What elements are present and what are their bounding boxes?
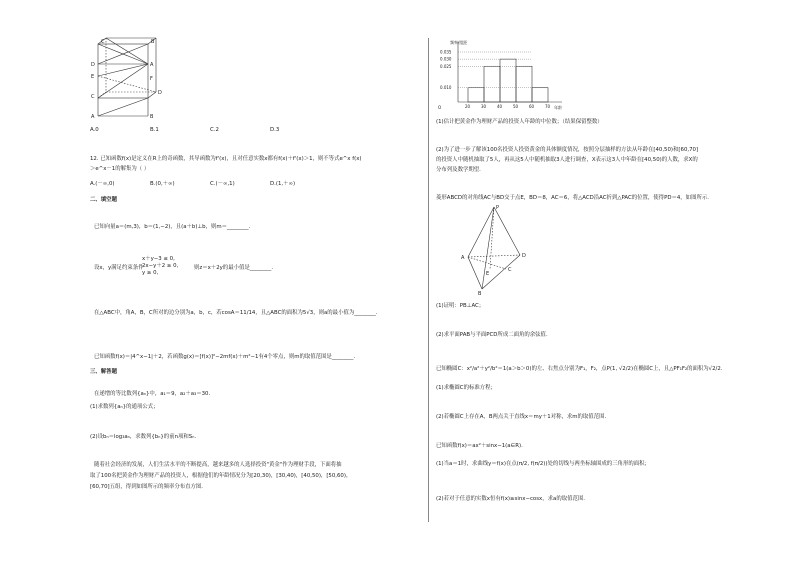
- section-fill-blank: 二、填空题: [90, 197, 117, 203]
- q21-part1: (1)当a＝1时，求曲线y＝f(x)在点(π/2, f(π/2))处的切线与两坐标轴围成的三角形的面积；: [436, 461, 650, 467]
- y-tick-label: 0.025: [440, 63, 452, 69]
- q21-text: 已知函数f(x)＝ax²＋sinx−1(a∈R).: [436, 443, 523, 449]
- q18-line1: 随着社会经济的发展，人们生活水平的不断提高，越来越多的人选择投资"黄金"作为理财手段，下面将抽: [94, 462, 342, 468]
- tetra-label: A: [461, 255, 465, 261]
- cube-label: C: [91, 94, 95, 100]
- q18-part2-line2: 的投资人中随机抽取了5人，再从这5人中随机抽取3人进行调查，X表示这3人中年龄在[40,50)的人数，求X的: [436, 157, 698, 163]
- histogram-bar: [484, 66, 500, 102]
- cube-label: C: [101, 39, 105, 45]
- q15: 在△ABC中，角A，B，C所对的边分别为a，b，c，若cosA＝11/14，且△ABC的面积为5√3，则a的最小值为________.: [94, 310, 378, 316]
- q11-option-b: B.1: [150, 127, 159, 133]
- q12-option-a: A.(－∞,0): [90, 181, 115, 187]
- q14-suffix: 则z＝x＋2y的最小值是________.: [194, 265, 274, 271]
- q11-option-c: C.2: [210, 127, 219, 133]
- q14-cond-1: x＋y−3 ≤ 0,: [142, 256, 175, 262]
- q12-option-d: D.(1,＋∞): [270, 181, 296, 187]
- tetra-label: B: [478, 291, 482, 295]
- cube-label: B: [151, 39, 155, 45]
- q17-part2: (2)设bₙ＝log₃aₙ，求数列{bₙ}的前n项和Sₙ.: [90, 434, 197, 440]
- x-tick-label: 30: [481, 104, 487, 109]
- q19-part1: (1)证明：PB⊥AC；: [436, 303, 485, 309]
- q18-part1: (1)估计把黄金作为理财产品的投资人年龄的中位数；（结果保留整数）: [436, 119, 603, 125]
- x-tick-label: 70: [545, 104, 551, 109]
- x-tick-label: 20: [465, 104, 471, 109]
- y-tick-label: 0.010: [440, 85, 452, 91]
- q14-prefix: 设x，y满足约束条件: [94, 265, 144, 271]
- q12-line1: 12. 已知函数f(x)是定义在R上的奇函数，其导函数为f'(x)，且对任意实数x都有f(x)＋f'(x)＞1，则不等式e^x f(x): [90, 156, 362, 162]
- frequency-histogram: [436, 38, 566, 110]
- q11-option-a: A.0: [90, 127, 99, 133]
- q12-line2: ＞e^x－1的解集为（ ）: [90, 166, 150, 172]
- q16: 已知函数f(x)＝|4^x−1|＋2，若函数g(x)＝[f(x)]²−2mf(x)＋m²−1有4个零点，则m的取值范围是________.: [94, 354, 356, 360]
- tetrahedron-figure: [452, 203, 532, 295]
- tetra-label: P: [496, 205, 500, 211]
- q18-part2-line1: (2)为了进一步了解该100名投资人投资黄金的具体额度情况，按照分层抽样的方法从年龄在[40,50)和[60,70]: [436, 147, 699, 153]
- histogram-bar: [500, 59, 516, 102]
- q18-line2: 取了100名把黄金作为理财产品的投资人，根据他们的年龄情况分为[20,30)，[30,40)，[40,50)，[50,60)，: [90, 473, 352, 479]
- cube-figure: [88, 36, 168, 122]
- cube-label: A: [150, 62, 154, 68]
- x-tick-label: 50: [513, 104, 519, 109]
- cube-label: A: [91, 114, 95, 120]
- tetra-label: C: [508, 267, 512, 273]
- q19-text: 菱形ABCD的对角线AC与BD交于点E，BD＝8，AC＝6，将△ACD沿AC折到△PAC的位置，使得PD＝4，如图所示.: [436, 195, 709, 201]
- section-answer: 三、解答题: [90, 369, 117, 375]
- q11-option-d: D.3: [270, 127, 280, 133]
- y-tick-label: 0.030: [440, 56, 452, 62]
- q13: 已知向量a＝(m,3)，b＝(1,−2)，且(a＋b)⊥b，则m＝________.: [94, 224, 251, 230]
- histogram-xlabel: 年龄: [554, 105, 562, 110]
- q20-part2: (2)若椭圆C上存在A，B两点关于直线x＝my＋1对称，求m的取值范围.: [436, 414, 607, 420]
- q17-text: 在递增的等比数列{aₙ}中，a₁＝9，a₂＋a₃＝30.: [94, 391, 211, 397]
- cube-label: D: [158, 90, 162, 96]
- q14-cond-2: 2x−y＋2 ≥ 0,: [142, 263, 179, 269]
- q18-line3: [60,70]五组，得到如图所示的频率分布直方图.: [90, 484, 203, 490]
- cube-label: F: [150, 76, 153, 82]
- column-divider: [428, 38, 429, 522]
- cube-label: D: [91, 62, 95, 68]
- y-tick-label: 0.035: [440, 49, 452, 55]
- q21-part2: (2)若对于任意的实数x恒有f(x)≥sinx−cosx，求a的取值范围.: [436, 496, 585, 502]
- q12-option-b: B.(0,＋∞): [150, 181, 175, 187]
- histogram-ylabel: 频率/组距: [450, 40, 468, 45]
- histogram-bar: [516, 66, 532, 102]
- q19-part2: (2)求平面PAB与平面PCD所成二面角的余弦值.: [436, 332, 548, 338]
- q12-option-c: C.(－∞,1): [210, 181, 235, 187]
- cube-label: B: [150, 114, 154, 120]
- q20-text: 已知椭圆C：x²/a²＋y²/b²＝1(a＞b＞0)的左、右焦点分别为F₁，F₂，点P(1, √2/2)在椭圆C上，且△PF₁F₂的面积为√2/2.: [436, 366, 723, 372]
- q14-cond-3: y ≥ 0,: [142, 270, 159, 276]
- q20-part1: (1)求椭圆C的标准方程；: [436, 385, 496, 391]
- x-tick-label: 60: [529, 104, 535, 109]
- histogram-bar: [468, 88, 484, 102]
- q17-part1: (1)求数列{aₙ}的通项公式；: [90, 404, 159, 410]
- tetra-label: D: [522, 253, 526, 259]
- tetra-label: E: [486, 271, 490, 277]
- cube-label: E: [91, 74, 95, 80]
- x-tick-label: 40: [497, 104, 503, 109]
- histogram-bar: [532, 88, 548, 102]
- q18-part2-line3: 分布列及数学期望.: [436, 167, 481, 173]
- origin-label: O: [438, 105, 442, 110]
